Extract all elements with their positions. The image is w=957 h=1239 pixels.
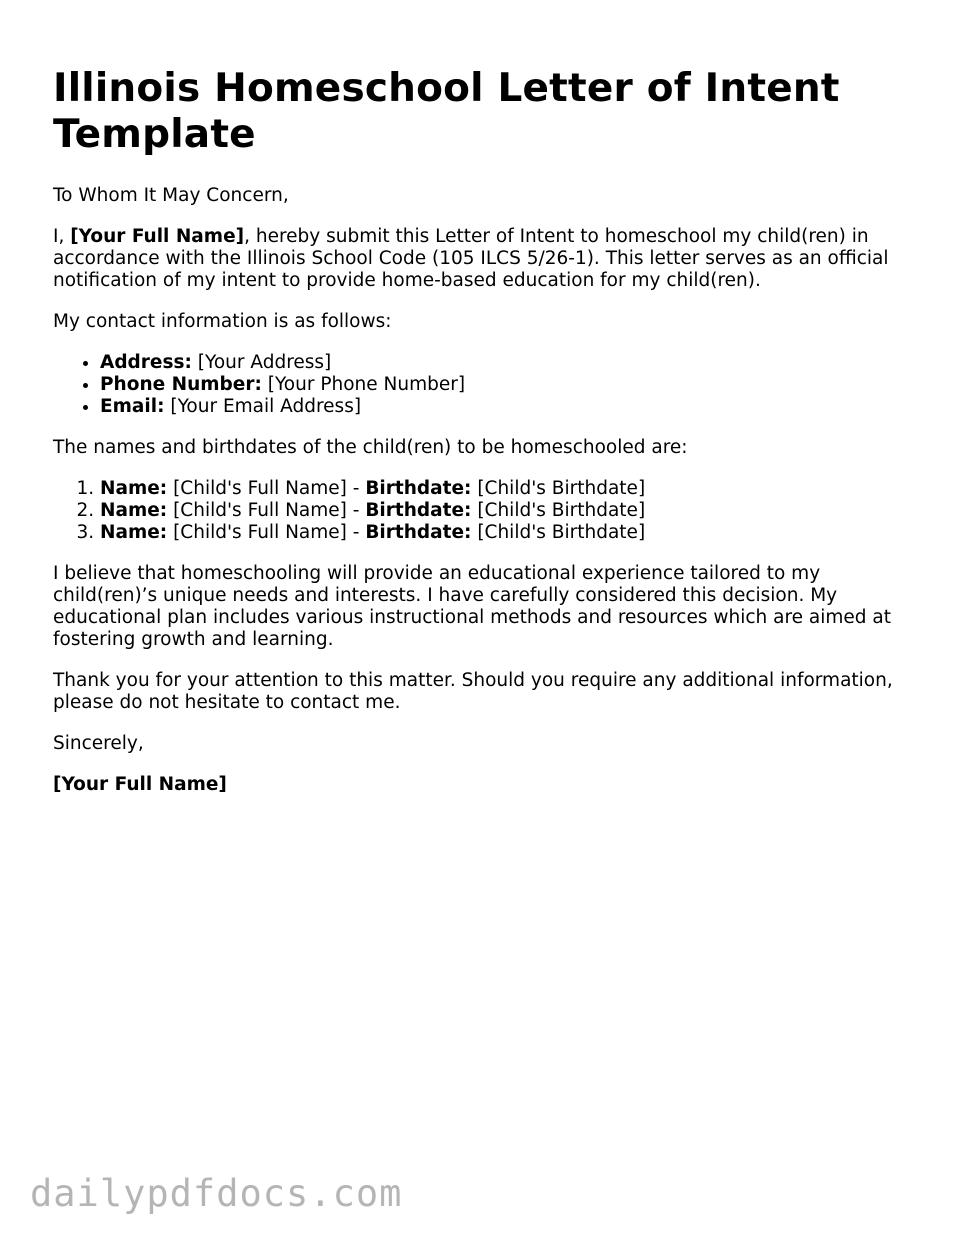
children-intro: The names and birthdates of the child(ren) to be homeschooled are: [53, 437, 688, 458]
child-name-label: Name: [100, 522, 168, 543]
contact-label: Phone Number: [100, 374, 262, 395]
child-name-label: Name: [100, 478, 168, 499]
closing: Sincerely, [53, 733, 144, 754]
child-birth-label: Birthdate: [365, 500, 472, 521]
child-birth-value: [Child's Birthdate] [471, 500, 646, 521]
child-name-value: [Child's Full Name] - [167, 522, 366, 543]
contact-label: Email: [100, 396, 165, 417]
watermark: dailypdfdocs.com [30, 1172, 403, 1215]
child-birth-value: [Child's Birthdate] [471, 522, 646, 543]
child-item [100, 522, 913, 544]
salutation: To Whom It May Concern, [53, 185, 289, 206]
child-birth-label: Birthdate: [365, 522, 472, 543]
contact-item-address [100, 352, 913, 374]
contact-label: Address: [100, 352, 192, 373]
child-birth-label: Birthdate: [365, 478, 472, 499]
child-name-label: Name: [100, 500, 168, 521]
child-name-value: [Child's Full Name] - [167, 500, 366, 521]
child-name-value: [Child's Full Name] - [167, 478, 366, 499]
intro-paragraph [53, 226, 913, 292]
child-birth-value: [Child's Birthdate] [471, 478, 646, 499]
contact-item-phone [100, 374, 913, 396]
signature: [Your Full Name] [53, 774, 227, 795]
contact-list [53, 352, 913, 418]
contact-value: [Your Phone Number] [261, 374, 466, 395]
contact-item-email [100, 396, 913, 418]
intro-prefix: I, [53, 226, 71, 247]
contact-value: [Your Email Address] [164, 396, 362, 417]
contact-intro: My contact information is as follows: [53, 311, 392, 332]
letter-document [53, 66, 913, 815]
intro-name-placeholder: [Your Full Name] [70, 226, 245, 247]
thanks-paragraph: Thank you for your attention to this matter. Should you require any additional information, please do not hesitate to contact me. [53, 670, 893, 713]
child-item [100, 500, 913, 522]
intro-suffix: , hereby submit this Letter of Intent to homeschool my child(ren) in accordance with the Illinois School Code (105 ILCS 5/26-1). This letter serves as an official notification of my intent to provide home-based education for my child(ren). [53, 226, 889, 291]
children-list [53, 478, 913, 544]
contact-value: [Your Address] [191, 352, 332, 373]
belief-paragraph: I believe that homeschooling will provide an educational experience tailored to my child(ren)’s unique needs and interests. I have carefully considered this decision. My educational plan includes various instructional methods and resources which are aimed at fostering growth and learning. [53, 563, 892, 650]
child-item [100, 478, 913, 500]
document-title: Illinois Homeschool Letter of Intent Template [53, 66, 840, 157]
